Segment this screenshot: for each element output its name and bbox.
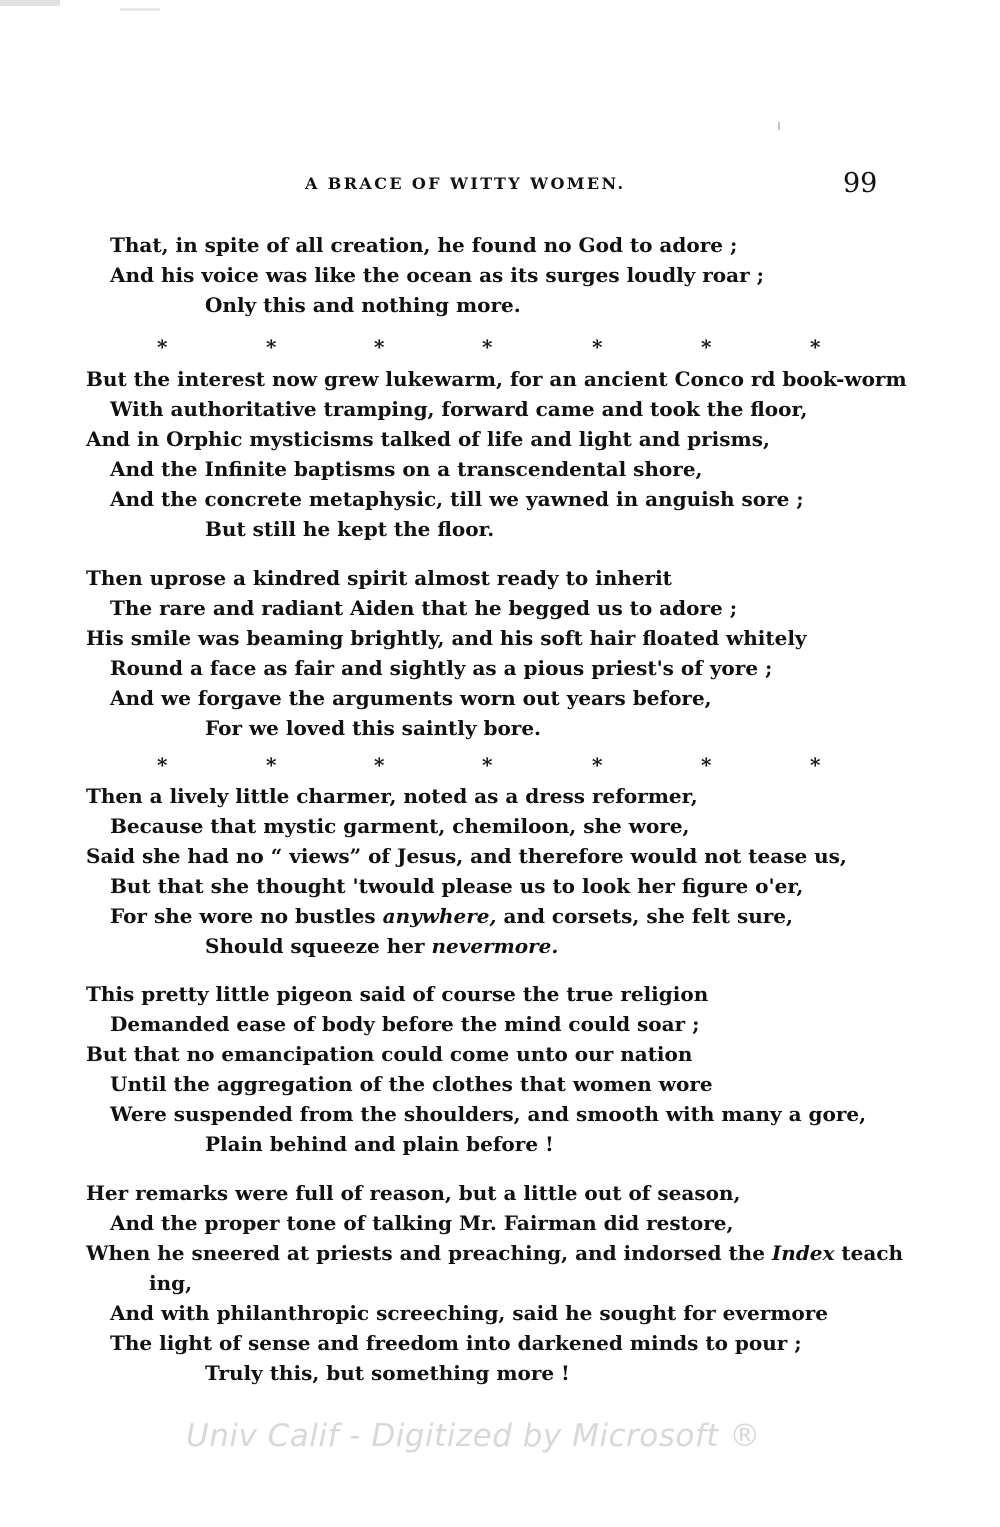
verse-text: For she wore no bustles xyxy=(110,904,376,928)
verse-line: And the proper tone of talking Mr. Fairman did restore, xyxy=(110,1211,734,1235)
verse-line xyxy=(110,901,793,931)
asterisk: * xyxy=(157,335,168,359)
verse-line: The light of sense and freedom into darkened minds to pour ; xyxy=(110,1331,802,1355)
verse-line: Her remarks were full of reason, but a little out of season, xyxy=(86,1181,741,1205)
digitization-watermark: Univ Calif - Digitized by Microsoft ® xyxy=(186,1418,761,1454)
verse-line: But that she thought 'twould please us to look her figure o'er, xyxy=(110,874,804,898)
asterisk: * xyxy=(157,753,168,777)
verse-text: Should squeeze her xyxy=(205,934,425,958)
verse-text: teach xyxy=(841,1241,904,1265)
verse-text: When he sneered at priests and preaching, and indorsed the xyxy=(86,1241,765,1265)
verse-refrain: But still he kept the floor. xyxy=(205,517,495,541)
asterisk: * xyxy=(266,335,277,359)
verse-refrain xyxy=(205,931,558,961)
verse-line: Round a face as fair and sightly as a pious priest's of yore ; xyxy=(110,656,773,680)
verse-line: The rare and radiant Aiden that he begged us to adore ; xyxy=(110,596,738,620)
asterisk: * xyxy=(374,335,385,359)
section-break-stars xyxy=(0,335,1000,359)
verse-continuation: ing, xyxy=(149,1271,193,1295)
asterisk: * xyxy=(701,753,712,777)
verse-line: And the Infinite baptisms on a transcendental shore, xyxy=(110,457,703,481)
asterisk: * xyxy=(810,335,821,359)
verse-line: But that no emancipation could come unto our nation xyxy=(86,1042,693,1066)
verse-line: And we forgave the arguments worn out years before, xyxy=(110,686,712,710)
verse-refrain: Plain behind and plain before ! xyxy=(205,1132,554,1156)
verse-line: And in Orphic mysticisms talked of life and light and prisms, xyxy=(86,427,770,451)
verse-line: Said she had no “ views” of Jesus, and therefore would not tease us, xyxy=(86,844,847,868)
asterisk: * xyxy=(374,753,385,777)
verse-line: Were suspended from the shoulders, and smooth with many a gore, xyxy=(110,1102,867,1126)
asterisk: * xyxy=(592,753,603,777)
asterisk: * xyxy=(482,335,493,359)
scan-artifact xyxy=(120,8,160,11)
verse-line: This pretty little pigeon said of course the true religion xyxy=(86,982,709,1006)
verse-line: And his voice was like the ocean as its surges loudly roar ; xyxy=(110,263,764,287)
verse-refrain: For we loved this saintly bore. xyxy=(205,716,542,740)
verse-refrain: Only this and nothing more. xyxy=(205,293,521,317)
page-header xyxy=(0,170,1000,200)
verse-line: Until the aggregation of the clothes that women wore xyxy=(110,1072,713,1096)
verse-line: Then a lively little charmer, noted as a dress reformer, xyxy=(86,784,698,808)
italic-word: nevermore. xyxy=(431,934,559,958)
section-break-stars xyxy=(0,753,1000,777)
italic-word: Index xyxy=(771,1241,835,1265)
asterisk: * xyxy=(701,335,712,359)
verse-line: Demanded ease of body before the mind could soar ; xyxy=(110,1012,700,1036)
verse-text: and corsets, she felt sure, xyxy=(503,904,793,928)
running-title: A BRACE OF WITTY WOMEN. xyxy=(305,174,626,193)
verse-line: But the interest now grew lukewarm, for an ancient Conco rd book-worm xyxy=(86,367,907,391)
scan-artifact xyxy=(0,0,60,6)
verse-line xyxy=(86,1238,903,1268)
verse-refrain: Truly this, but something more ! xyxy=(205,1361,570,1385)
asterisk: * xyxy=(482,753,493,777)
page-number: 99 xyxy=(843,168,878,199)
verse-line: And with philanthropic screeching, said he sought for evermore xyxy=(110,1301,829,1325)
asterisk: * xyxy=(266,753,277,777)
verse-line: Then uprose a kindred spirit almost ready to inherit xyxy=(86,566,672,590)
verse-line: Because that mystic garment, chemiloon, she wore, xyxy=(110,814,690,838)
verse-line: His smile was beaming brightly, and his soft hair floated whitely xyxy=(86,626,807,650)
asterisk: * xyxy=(592,335,603,359)
verse-line: That, in spite of all creation, he found no God to adore ; xyxy=(110,233,738,257)
verse-line: And the concrete metaphysic, till we yawned in anguish sore ; xyxy=(110,487,804,511)
italic-word: anywhere, xyxy=(382,904,497,928)
asterisk: * xyxy=(810,753,821,777)
verse-line: With authoritative tramping, forward came and took the floor, xyxy=(110,397,808,421)
scan-artifact xyxy=(778,122,780,130)
